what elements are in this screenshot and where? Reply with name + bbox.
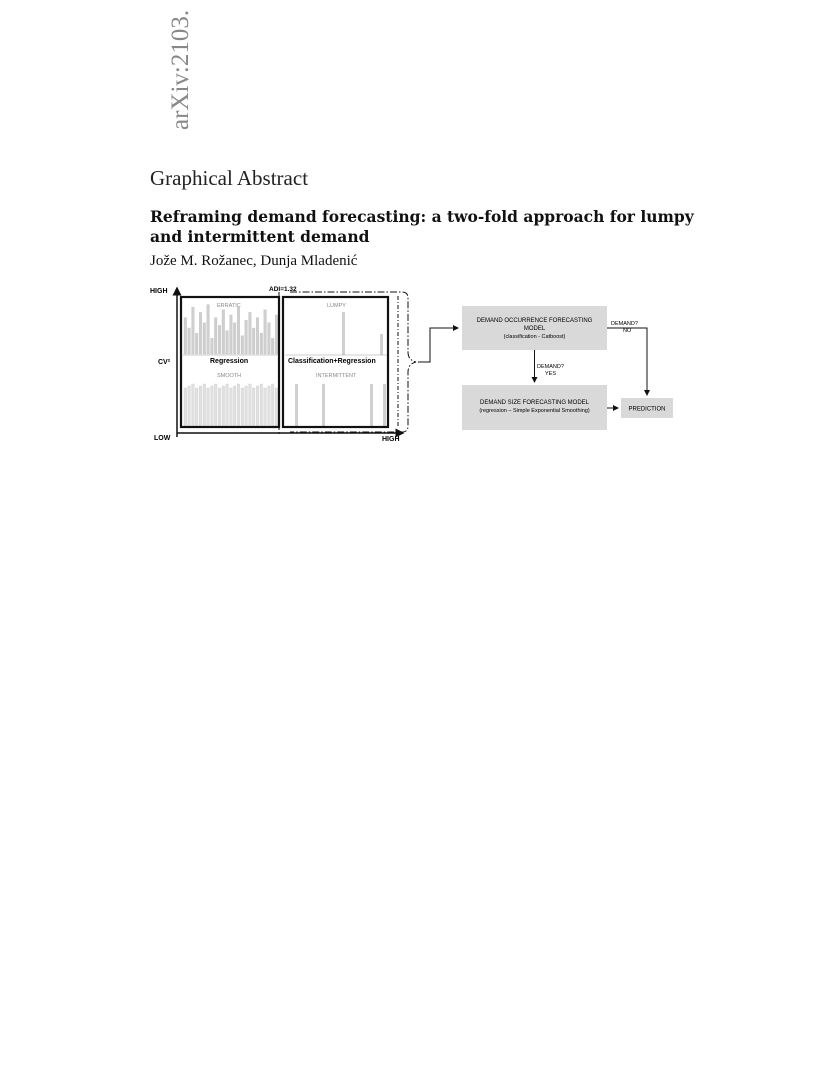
erratic-bar xyxy=(207,305,210,354)
smooth-bar xyxy=(195,388,198,426)
smooth-bar xyxy=(188,386,191,426)
smooth-bar xyxy=(233,386,236,426)
yes-label: YES xyxy=(545,371,557,377)
smooth-bar xyxy=(214,384,217,426)
occurrence-model-line1: DEMAND OCCURRENCE FORECASTING xyxy=(476,318,593,324)
classification-regression-label: Classification+Regression xyxy=(288,358,376,365)
no-label: NO xyxy=(623,328,632,334)
quadrant-intermittent-bars xyxy=(295,384,386,426)
erratic-bar xyxy=(256,318,259,354)
smooth-bar xyxy=(249,384,252,426)
quadrant-erratic xyxy=(184,305,278,354)
smooth-bar xyxy=(207,388,210,426)
erratic-bar xyxy=(249,312,252,354)
arxiv-id-text: arXiv:2103. xyxy=(167,9,194,130)
erratic-bar xyxy=(268,323,271,354)
erratic-bar xyxy=(218,325,221,354)
y-axis-low-label: LOW xyxy=(154,435,171,442)
arxiv-identifier xyxy=(152,0,202,135)
demand-question-yes: DEMAND? xyxy=(537,364,564,370)
graphical-abstract-figure xyxy=(140,282,690,447)
demand-question-no: DEMAND? xyxy=(611,321,638,327)
erratic-bar xyxy=(233,323,236,354)
erratic-bar xyxy=(195,333,198,354)
occurrence-model-line2: MODEL xyxy=(523,326,546,332)
quadrant-lumpy-bars xyxy=(342,312,383,355)
erratic-bar xyxy=(199,312,202,354)
paper-authors: Jože M. Rožanec, Dunja Mladenić xyxy=(150,253,358,269)
erratic-bar xyxy=(222,310,225,354)
smooth-bar xyxy=(199,386,202,426)
smooth-bar xyxy=(211,386,214,426)
no-arrow xyxy=(607,328,647,395)
erratic-bar xyxy=(226,331,229,354)
smooth-bar xyxy=(241,388,244,426)
erratic-label: ERRATIC xyxy=(217,303,241,309)
connector-arrow xyxy=(418,328,458,362)
erratic-bar xyxy=(237,307,240,354)
x-axis-high-label: HIGH xyxy=(382,436,400,443)
erratic-bar xyxy=(264,310,267,354)
erratic-bar xyxy=(271,338,274,354)
smooth-bar xyxy=(237,384,240,426)
size-model-line2: (regression – Simple Exponential Smoothing) xyxy=(479,408,590,414)
paper-title: Reframing demand forecasting: a two-fold approach for lumpy and intermittent demand xyxy=(150,207,694,246)
prediction-label: PREDICTION xyxy=(628,406,666,413)
smooth-bar xyxy=(271,384,274,426)
smooth-bar xyxy=(203,384,206,426)
erratic-bar xyxy=(245,320,248,354)
quadrant-smooth xyxy=(184,384,278,426)
size-model-line1: DEMAND SIZE FORECASTING MODEL xyxy=(479,400,590,406)
smooth-bar xyxy=(275,388,278,426)
adi-threshold-label: ADI=1.32 xyxy=(269,286,297,293)
smooth-bar xyxy=(268,386,271,426)
intermittent-label: INTERMITTENT xyxy=(316,373,357,379)
erratic-bar xyxy=(203,323,206,354)
smooth-bar xyxy=(256,386,259,426)
smooth-bar xyxy=(252,388,255,426)
erratic-bar xyxy=(230,315,233,354)
smooth-bar xyxy=(245,386,248,426)
smooth-bar xyxy=(192,384,195,426)
smooth-bar xyxy=(226,384,229,426)
smooth-bar xyxy=(230,388,233,426)
smooth-bar xyxy=(264,388,267,426)
erratic-bar xyxy=(192,307,195,354)
erratic-bar xyxy=(241,336,244,354)
lumpy-label: LUMPY xyxy=(327,303,346,309)
erratic-bar xyxy=(260,333,263,354)
smooth-label: SMOOTH xyxy=(217,373,242,379)
erratic-bar xyxy=(214,318,217,354)
y-axis-high-label: HIGH xyxy=(150,288,168,295)
erratic-bar xyxy=(211,338,214,354)
erratic-bar xyxy=(275,315,278,354)
smooth-bar xyxy=(184,388,187,426)
regression-label: Regression xyxy=(210,358,249,365)
section-heading: Graphical Abstract xyxy=(150,166,309,190)
smooth-bar xyxy=(218,388,221,426)
erratic-bar xyxy=(252,328,255,354)
erratic-bar xyxy=(184,318,187,354)
smooth-bar xyxy=(260,384,263,426)
occurrence-model-line3: (classification - Catboost) xyxy=(503,334,566,340)
y-axis-label: CV² xyxy=(158,359,171,366)
erratic-bar xyxy=(188,328,191,354)
smooth-bar xyxy=(222,386,225,426)
